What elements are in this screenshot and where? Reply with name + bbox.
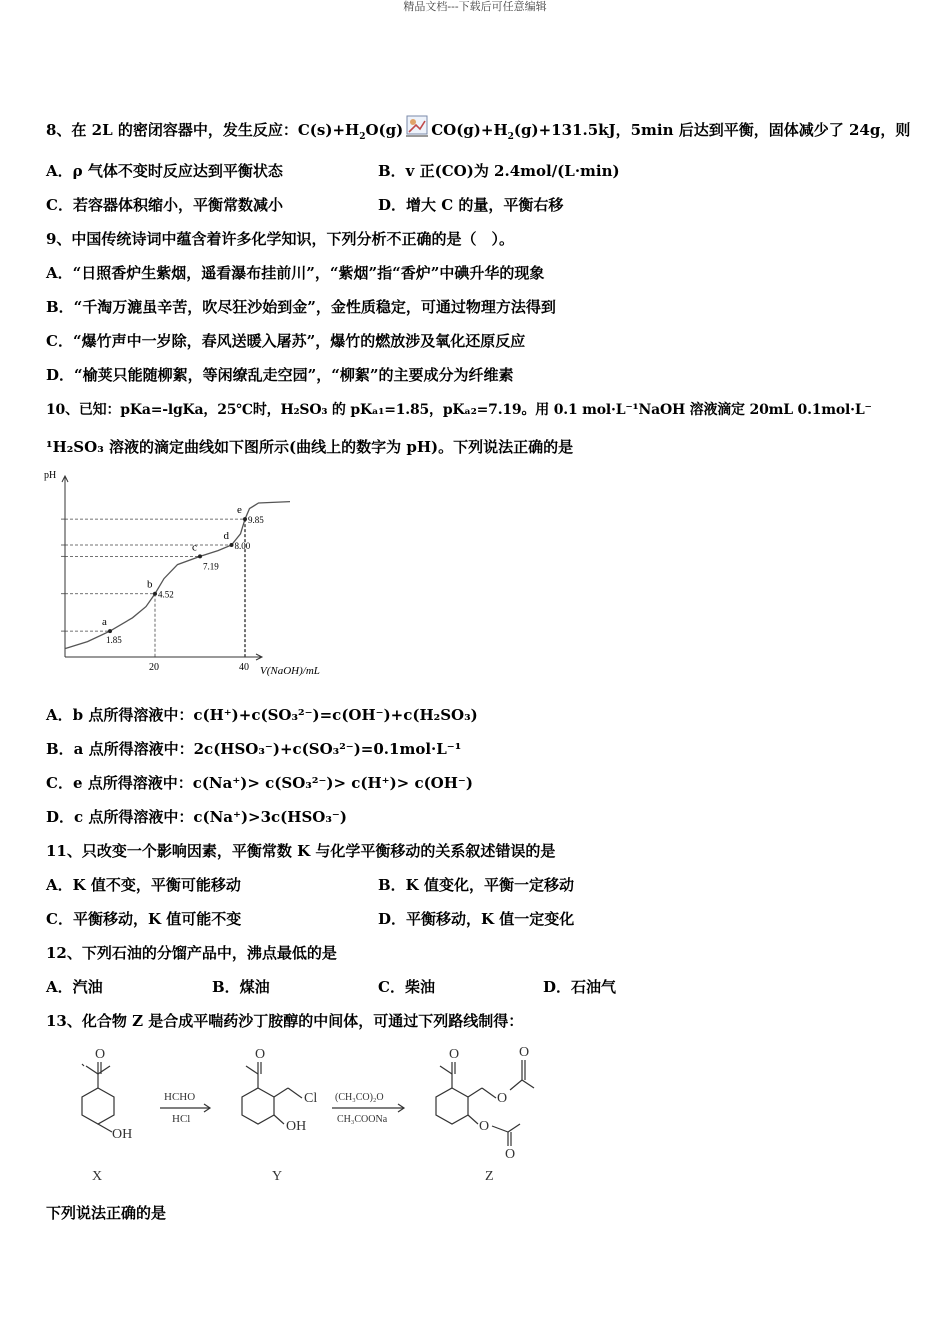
q8-sub-2: 2 (507, 132, 514, 142)
z-ester-o-3: O (479, 1119, 490, 1134)
y-oh-label: OH (286, 1119, 307, 1134)
x-axis-label: V(NaOH)/mL (260, 665, 320, 677)
reagent-1-top: HCHO (164, 1091, 196, 1103)
reagent-2-top: (CH₃CO)₂O (335, 1092, 384, 1103)
point-label-a: a (102, 616, 107, 629)
q8-stem-suffix: (g)+131.5kJ，5min 后达到平衡，固体减少了 24g，则 (513, 121, 911, 139)
x-carbonyl-o: O (95, 1047, 106, 1062)
z-carbonyl-o: O (449, 1047, 460, 1062)
label-y: Y (272, 1169, 283, 1184)
point-c (198, 554, 202, 558)
label-x: X (92, 1169, 103, 1184)
q8-stem-prefix: 8、在 2L 的密闭容器中，发生反应：C(s)+H (46, 121, 360, 139)
q13-stem: 13、化合物 Z 是合成平喘药沙丁胺醇的中间体，可通过下列路线制得： (46, 1012, 524, 1030)
q13-tail: 下列说法正确的是 (46, 1204, 167, 1222)
y-cl-label: Cl (304, 1091, 318, 1106)
x-tick-label: 40 (239, 662, 249, 673)
reagent-1-bottom: HCl (172, 1113, 191, 1125)
y-axis-label: pH (44, 470, 57, 481)
z-ester-o-4: O (505, 1147, 516, 1162)
q9-option-b: B．“千淘万漉虽辛苦，吹尽狂沙始到金”，金性质稳定，可通过物理方法得到 (46, 298, 556, 316)
q11-option-b: B．K 值变化，平衡一定移动 (378, 876, 574, 894)
q8-option-a: A．ρ 气体不变时反应达到平衡状态 (46, 162, 283, 180)
point-label-c: c (192, 541, 197, 554)
q11-stem: 11、只改变一个影响因素，平衡常数 K 与化学平衡移动的关系叙述错误的是 (46, 842, 556, 860)
compound-x-structure (82, 1062, 114, 1132)
q8-stem-mid1: O(g) (365, 121, 404, 139)
q9-option-a: A．“日照香炉生紫烟，遥看瀑布挂前川”，“紫烟”指“香炉”中碘升华的现象 (46, 264, 545, 282)
compound-y-structure (242, 1062, 302, 1124)
point-value-a: 1.85 (106, 635, 122, 646)
q8-stem-mid2: CO(g)+H (431, 121, 508, 139)
point-value-e: 9.85 (248, 515, 264, 526)
point-d (230, 543, 234, 547)
label-z: Z (485, 1169, 494, 1184)
equilibrium-arrow-icon (406, 115, 428, 137)
point-a (108, 629, 112, 633)
reagent-2-bottom: CH₃COONa (337, 1114, 388, 1125)
q12-stem: 12、下列石油的分馏产品中，沸点最低的是 (46, 944, 337, 962)
z-ester-o-2: O (519, 1045, 530, 1060)
q12-option-d: D．石油气 (543, 978, 617, 996)
page-header: 精品文档---下载后可任意编辑 (403, 0, 547, 13)
point-value-d: 8.00 (234, 541, 251, 551)
q8-stem (46, 115, 910, 147)
point-e (243, 517, 247, 521)
q11-option-c: C．平衡移动，K 值可能不变 (46, 910, 242, 928)
q9-option-c: C．“爆竹声中一岁除，春风送暖入屠苏”，爆竹的燃放涉及氧化还原反应 (46, 332, 526, 350)
point-b (153, 592, 157, 596)
point-value-c: 7.19 (203, 561, 219, 572)
q11-option-a: A．K 值不变，平衡可能移动 (46, 876, 241, 894)
q8-option-b: B．v 正(CO)为 2.4mol/(L·min) (378, 162, 620, 180)
point-label-d: d (223, 530, 229, 542)
q10-option-c: C．e 点所得溶液中：c(Na⁺)> c(SO₃²⁻)> c(H⁺)> c(OH⁻) (46, 774, 473, 792)
q12-option-a: A．汽油 (46, 978, 103, 996)
point-value-b: 4.52 (158, 589, 174, 600)
q8-option-c: C．若容器体积缩小，平衡常数减小 (46, 196, 283, 214)
q10-option-b: B．a 点所得溶液中：2c(HSO₃⁻)+c(SO₃²⁻)=0.1mol·L⁻¹ (46, 740, 462, 758)
q8-sub: 2 (359, 132, 366, 142)
point-label-e: e (237, 504, 242, 517)
point-label-b: b (147, 578, 153, 591)
titration-curve-chart (40, 462, 340, 680)
q12-option-b: B．煤油 (212, 978, 270, 996)
synthesis-route-scheme (40, 1040, 560, 1190)
q10-option-a: A．b 点所得溶液中：c(H⁺)+c(SO₃²⁻)=c(OH⁻)+c(H₂SO₃) (46, 706, 478, 724)
y-carbonyl-o: O (255, 1047, 266, 1062)
q10-option-d: D．c 点所得溶液中：c(Na⁺)>3c(HSO₃⁻) (46, 808, 347, 826)
z-ester-o-1: O (497, 1091, 508, 1106)
q12-option-c: C．柴油 (378, 978, 435, 996)
q10-stem-line1: 10、已知：pKa=-lgKa，25℃时，H₂SO₃ 的 pKₐ₁=1.85，pKₐ₂=7.19。用 0.1 mol·L⁻¹NaOH 溶液滴定 20mL 0.1mol·L⁻ (46, 402, 872, 418)
x-tick-label: 20 (149, 662, 159, 673)
q10-stem-line2: ¹H₂SO₃ 溶液的滴定曲线如下图所示(曲线上的数字为 pH)。下列说法正确的是 (46, 438, 574, 456)
q11-option-d: D．平衡移动，K 值一定变化 (378, 910, 575, 928)
x-oh-label: OH (112, 1127, 133, 1142)
q8-option-d: D．增大 C 的量，平衡右移 (378, 196, 564, 214)
q9-option-d: D．“榆荚只能随柳絮，等闲缭乱走空园”，“柳絮”的主要成分为纤维素 (46, 366, 514, 384)
q9-stem: 9、中国传统诗词中蕴含着许多化学知识，下列分析不正确的是（ ）。 (46, 230, 514, 248)
